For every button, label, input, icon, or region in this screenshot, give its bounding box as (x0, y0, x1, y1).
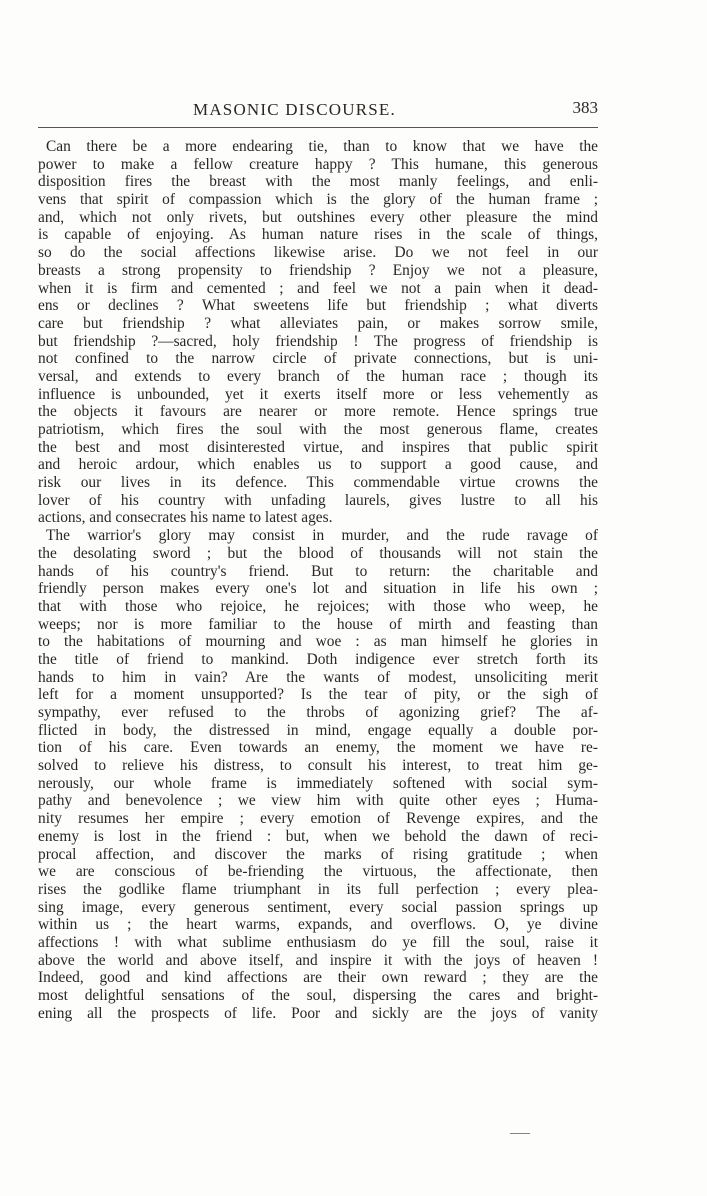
text-line: the best and most disinterested virtue, and inspires that public spirit (38, 438, 598, 456)
text-line: solved to relieve his distress, to consult his interest, to treat him ge- (38, 757, 598, 775)
text-line: not confined to the narrow circle of private connections, but is uni- (38, 350, 598, 368)
header-rule (38, 127, 598, 128)
text-line: The warrior's glory may consist in murder, and the rude ravage of (46, 527, 598, 545)
text-line: so do the social affections likewise arise. Do we not feel in our (38, 244, 598, 262)
body-text (38, 138, 598, 1022)
page-header (38, 98, 598, 124)
text-line: flicted in body, the distressed in mind, engage equally a double por- (38, 721, 598, 739)
text-line: procal affection, and discover the marks of rising gratitude ; when (38, 845, 598, 863)
text-line: disposition fires the breast with the most manly feelings, and enli- (38, 173, 598, 191)
text-line: sympathy, ever refused to the throbs of agonizing grief? The af- (38, 704, 598, 721)
text-line: we are conscious of be-friending the virtuous, the affectionate, then (38, 863, 598, 881)
text-line: ens or declines ? What sweetens life but friendship ; what diverts (38, 297, 598, 315)
text-line: patriotism, which fires the soul with the most generous flame, creates (38, 421, 598, 438)
text-line: that with those who rejoice, he rejoices; with those who weep, he (38, 597, 598, 615)
text-line: affections ! with what sublime enthusiasm do ye fill the soul, raise it (38, 933, 598, 951)
text-line: pathy and benevolence ; we view him with quite other eyes ; Huma- (38, 792, 598, 810)
catchword-mark (510, 1133, 530, 1134)
text-line: risk our lives in its defence. This commendable virtue crowns the (38, 474, 598, 492)
text-line: and, which not only rivets, but outshines every other pleasure the mind (38, 208, 598, 226)
text-line: above the world and above itself, and inspire it with the joys of heaven ! (38, 951, 598, 969)
text-line: care but friendship ? what alleviates pain, or makes sorrow smile, (38, 314, 598, 332)
text-line: most delightful sensations of the soul, dispersing the cares and bright- (38, 987, 598, 1004)
text-line: influence is unbounded, yet it exerts itself more or less vehemently as (38, 385, 598, 403)
text-line: Indeed, good and kind affections are their own reward ; they are the (38, 969, 598, 987)
text-line: actions, and consecrates his name to latest ages. (38, 509, 333, 527)
text-line: is capable of enjoying. As human nature rises in the scale of things, (38, 226, 598, 244)
text-line: rises the godlike flame triumphant in its full perfection ; every plea- (38, 880, 598, 898)
text-line: tion of his care. Even towards an enemy, the moment we have re- (38, 739, 598, 757)
text-line: and heroic ardour, which enables us to support a good cause, and (38, 456, 598, 474)
text-line: friendly person makes every one's lot and situation in life his own ; (38, 580, 598, 598)
text-line: Can there be a more endearing tie, than to know that we have the (46, 138, 598, 155)
text-line: the desolating sword ; but the blood of thousands will not stain the (38, 544, 598, 562)
text-line: within us ; the heart warms, expands, and overflows. O, ye divine (38, 916, 598, 934)
text-line: ening all the prospects of life. Poor and sickly are the joys of vanity (38, 1004, 598, 1022)
text-line: sing image, every generous sentiment, every social passion springs up (38, 898, 598, 916)
text-line: nerously, our whole frame is immediately softened with social sym- (38, 774, 598, 792)
text-line: lover of his country with unfading laurels, gives lustre to all his (38, 491, 598, 509)
text-line: breasts a strong propensity to friendship ? Enjoy we not a pleasure, (38, 261, 598, 279)
text-line: hands of his country's friend. But to return: the charitable and (38, 562, 598, 580)
text-line: to the habitations of mourning and woe : as man himself he glories in (38, 633, 598, 651)
text-line: versal, and extends to every branch of the human race ; though its (38, 367, 598, 385)
text-line: left for a moment unsupported? Is the tear of pity, or the sigh of (38, 686, 598, 704)
text-line: vens that spirit of compassion which is the glory of the human frame ; (38, 191, 598, 209)
text-line: enemy is lost in the friend : but, when we behold the dawn of reci- (38, 827, 598, 845)
text-line: the objects it favours are nearer or more remote. Hence springs true (38, 403, 598, 421)
page-number: 383 (572, 98, 598, 117)
text-line: nity resumes her empire ; every emotion of Revenge expires, and the (38, 810, 598, 828)
text-line: weeps; nor is more familiar to the house of mirth and feasting than (38, 615, 598, 633)
text-line: power to make a fellow creature happy ? This humane, this generous (38, 155, 598, 173)
text-line: hands to him in vain? Are the wants of modest, unsoliciting merit (38, 668, 598, 686)
text-line: but friendship ?—sacred, holy friendship ! The progress of friendship is (38, 332, 598, 350)
text-line: the title of friend to mankind. Doth indigence ever stretch forth its (38, 650, 598, 668)
running-title: MASONIC DISCOURSE. (193, 100, 396, 119)
text-line: when it is firm and cemented ; and feel we not a pain when it dead- (38, 279, 598, 297)
